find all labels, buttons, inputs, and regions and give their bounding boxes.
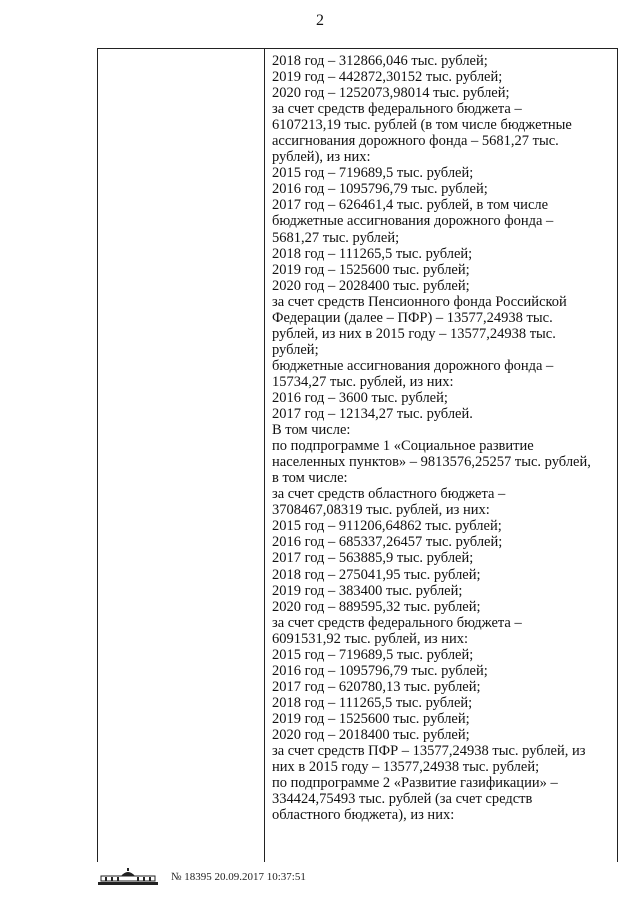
text-line: бюджетные ассигнования дорожного фонда –	[272, 357, 554, 374]
text-line: 2016 год – 1095796,79 тыс. рублей;	[272, 181, 488, 198]
text-line: за счет средств Пенсионного фонда Российской	[272, 293, 567, 310]
text-line: 6107213,19 тыс. рублей (в том числе бюджетные	[272, 117, 572, 134]
text-line: рублей;	[272, 341, 319, 358]
text-line: рублей), из них:	[272, 149, 371, 166]
text-line: рублей, из них в 2015 году – 13577,24938 тыс.	[272, 325, 556, 342]
text-line: за счет средств ПФР – 13577,24938 тыс. рублей, из	[272, 743, 586, 760]
text-line: 2020 год – 889595,32 тыс. рублей;	[272, 598, 481, 615]
text-line: населенных пунктов» – 9813576,25257 тыс. рублей,	[272, 454, 591, 471]
text-line: 2019 год – 442872,30152 тыс. рублей;	[272, 69, 503, 86]
text-line: 2015 год – 719689,5 тыс. рублей;	[272, 165, 474, 182]
text-line: 6091531,92 тыс. рублей, из них:	[272, 630, 468, 647]
text-line: 2017 год – 626461,4 тыс. рублей, в том числе	[272, 197, 549, 214]
text-line: 2019 год – 1525600 тыс. рублей;	[272, 710, 470, 727]
text-line: 2016 год – 1095796,79 тыс. рублей;	[272, 662, 488, 679]
text-line: за счет средств федерального бюджета –	[272, 101, 522, 118]
table-left-column	[98, 49, 265, 862]
registration-stamp: № 18395 20.09.2017 10:37:51	[171, 871, 306, 883]
text-line: 2020 год – 1252073,98014 тыс. рублей;	[272, 85, 510, 102]
text-line: 2018 год – 111265,5 тыс. рублей;	[272, 245, 473, 262]
government-building-logo-icon	[97, 868, 159, 886]
text-line: 2015 год – 911206,64862 тыс. рублей;	[272, 518, 502, 535]
text-line: 2018 год – 275041,95 тыс. рублей;	[272, 566, 481, 583]
page-number: 2	[316, 12, 324, 29]
text-line: Федерации (далее – ПФР) – 13577,24938 тыс.	[272, 309, 553, 326]
text-line: по подпрограмме 1 «Социальное развитие	[272, 438, 534, 455]
text-line: 334424,75493 тыс. рублей (за счет средств	[272, 791, 533, 808]
text-line: 2015 год – 719689,5 тыс. рублей;	[272, 646, 474, 663]
text-line: 2020 год – 2018400 тыс. рублей;	[272, 726, 470, 743]
text-line: 2017 год – 12134,27 тыс. рублей.	[272, 406, 473, 423]
text-line: ассигнования дорожного фонда – 5681,27 тыс.	[272, 133, 559, 150]
text-line: 2020 год – 2028400 тыс. рублей;	[272, 277, 470, 294]
text-line: 2016 год – 3600 тыс. рублей;	[272, 389, 448, 406]
text-line: за счет средств федерального бюджета –	[272, 614, 522, 631]
document-table	[97, 48, 618, 862]
text-line: 5681,27 тыс. рублей;	[272, 229, 400, 246]
text-line: бюджетные ассигнования дорожного фонда –	[272, 213, 554, 230]
text-line: 2018 год – 312866,046 тыс. рублей;	[272, 53, 488, 69]
text-line: 2018 год – 111265,5 тыс. рублей;	[272, 694, 473, 711]
text-line: областного бюджета), из них:	[272, 807, 455, 824]
text-line: них в 2015 году – 13577,24938 тыс. рублей;	[272, 759, 540, 776]
document-footer	[97, 868, 306, 886]
text-line: В том числе:	[272, 422, 351, 439]
text-line: 2017 год – 563885,9 тыс. рублей;	[272, 550, 474, 567]
table-right-column	[264, 49, 617, 862]
text-line: 2019 год – 1525600 тыс. рублей;	[272, 261, 470, 278]
text-line: 2017 год – 620780,13 тыс. рублей;	[272, 678, 481, 695]
text-line: в том числе:	[272, 470, 348, 487]
text-line: по подпрограмме 2 «Развитие газификации» –	[272, 775, 558, 792]
text-line: 15734,27 тыс. рублей, из них:	[272, 373, 454, 390]
text-line: за счет средств областного бюджета –	[272, 486, 506, 503]
text-line: 3708467,08319 тыс. рублей, из них:	[272, 502, 490, 519]
text-line: 2016 год – 685337,26457 тыс. рублей;	[272, 534, 503, 551]
text-line: 2019 год – 383400 тыс. рублей;	[272, 582, 463, 599]
